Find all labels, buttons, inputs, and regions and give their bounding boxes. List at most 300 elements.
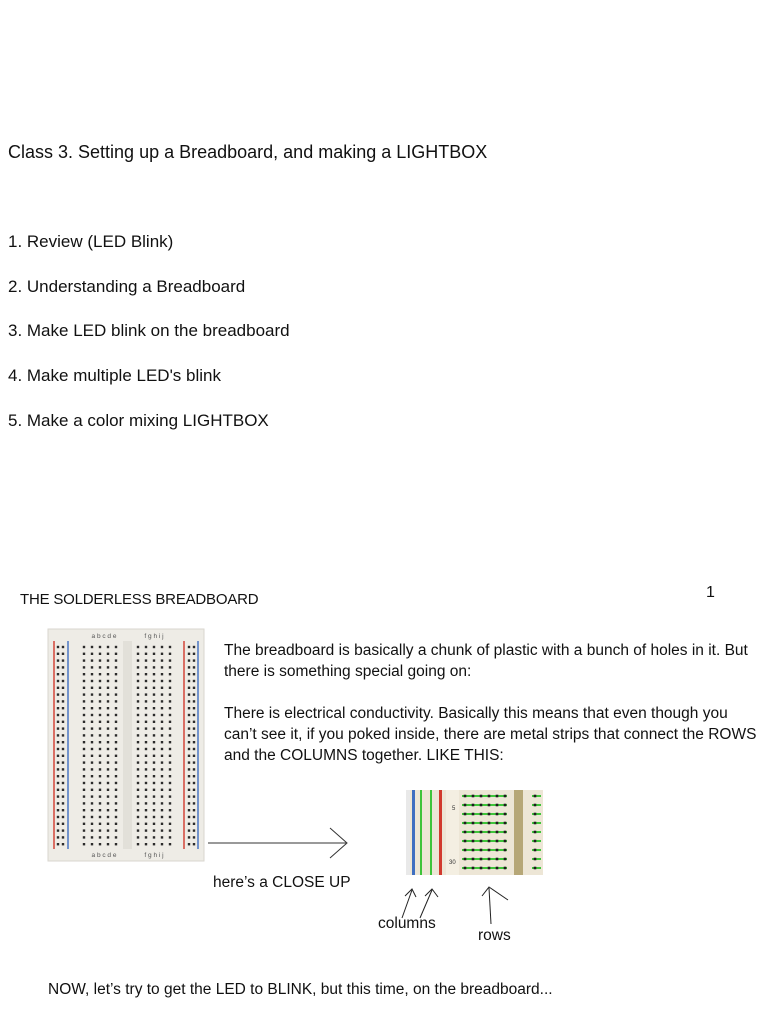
breadboard-hole (83, 775, 85, 777)
breadboard-hole (161, 789, 163, 791)
breadboard-hole (83, 659, 85, 661)
breadboard-hole (153, 687, 155, 689)
breadboard-hole (107, 673, 109, 675)
breadboard-hole (107, 782, 109, 784)
breadboard-hole (115, 775, 117, 777)
breadboard-hole (169, 829, 171, 831)
breadboard-hole (83, 761, 85, 763)
breadboard-hole (137, 700, 139, 702)
breadboard-hole (99, 700, 101, 702)
arrow-right-icon (208, 826, 350, 862)
closeup-hole (496, 849, 499, 852)
breadboard-hole (153, 748, 155, 750)
breadboard-hole (91, 748, 93, 750)
breadboard-hole (57, 795, 59, 797)
breadboard-hole (115, 680, 117, 682)
breadboard-hole (137, 795, 139, 797)
breadboard-hole (145, 687, 147, 689)
breadboard-hole (57, 646, 59, 648)
breadboard-hole (99, 714, 101, 716)
agenda-item-5: 5. Make a color mixing LIGHTBOX (8, 411, 269, 430)
breadboard-hole (115, 761, 117, 763)
breadboard-hole (193, 755, 195, 757)
breadboard-hole (62, 653, 64, 655)
breadboard-hole (137, 707, 139, 709)
breadboard-hole (161, 673, 163, 675)
breadboard-hole (83, 748, 85, 750)
breadboard-hole (153, 789, 155, 791)
breadboard-hole (137, 761, 139, 763)
breadboard-hole (169, 816, 171, 818)
breadboard-hole (153, 809, 155, 811)
breadboard-hole (83, 843, 85, 845)
breadboard-hole (99, 802, 101, 804)
closeup-hole (480, 840, 483, 843)
breadboard-hole (83, 795, 85, 797)
breadboard-hole (153, 761, 155, 763)
breadboard-hole (115, 659, 117, 661)
breadboard-hole (153, 693, 155, 695)
breadboard-hole (107, 829, 109, 831)
breadboard-hole (193, 680, 195, 682)
breadboard-hole (115, 802, 117, 804)
breadboard-hole (169, 809, 171, 811)
breadboard-hole (57, 755, 59, 757)
breadboard-hole (193, 802, 195, 804)
breadboard-hole (161, 646, 163, 648)
closeup-hole (472, 795, 475, 798)
breadboard-hole (107, 836, 109, 838)
breadboard-hole (193, 659, 195, 661)
breadboard-hole (91, 673, 93, 675)
breadboard-hole (137, 741, 139, 743)
breadboard-hole (107, 775, 109, 777)
breadboard-hole (193, 734, 195, 736)
breadboard-hole (62, 734, 64, 736)
breadboard-hole (137, 816, 139, 818)
breadboard-hole (115, 755, 117, 757)
breadboard-hole (193, 823, 195, 825)
breadboard-hole (115, 829, 117, 831)
breadboard-hole (115, 741, 117, 743)
breadboard-hole (145, 748, 147, 750)
breadboard-hole (91, 734, 93, 736)
breadboard-hole (83, 829, 85, 831)
breadboard-hole (62, 775, 64, 777)
breadboard-hole (188, 727, 190, 729)
breadboard-hole (161, 782, 163, 784)
breadboard-hole (62, 809, 64, 811)
breadboard-hole (57, 748, 59, 750)
breadboard-hole (99, 829, 101, 831)
closeup-hole (464, 867, 467, 870)
breadboard-hole (99, 748, 101, 750)
breadboard-hole (153, 666, 155, 668)
closeup-hole (472, 813, 475, 816)
breadboard-hole (161, 693, 163, 695)
breadboard-hole (188, 761, 190, 763)
breadboard-hole (107, 768, 109, 770)
breadboard-hole (91, 755, 93, 757)
breadboard-hole (145, 714, 147, 716)
breadboard-hole (145, 734, 147, 736)
breadboard-hole (57, 741, 59, 743)
breadboard-hole (91, 727, 93, 729)
breadboard-hole (137, 782, 139, 784)
breadboard-hole (83, 646, 85, 648)
breadboard-hole (62, 741, 64, 743)
breadboard-hole (161, 775, 163, 777)
breadboard-hole (153, 836, 155, 838)
breadboard-hole (169, 680, 171, 682)
breadboard-hole (57, 836, 59, 838)
breadboard-hole (115, 666, 117, 668)
breadboard-hole (188, 775, 190, 777)
breadboard-hole (169, 843, 171, 845)
closeup-hole (480, 858, 483, 861)
breadboard-hole (169, 659, 171, 661)
closeup-hole (488, 849, 491, 852)
breadboard-hole (107, 653, 109, 655)
breadboard-hole (91, 795, 93, 797)
breadboard-hole (169, 727, 171, 729)
breadboard-hole (153, 775, 155, 777)
breadboard-hole (137, 693, 139, 695)
breadboard-hole (153, 802, 155, 804)
breadboard-hole (188, 809, 190, 811)
closeup-hole (496, 831, 499, 834)
breadboard-hole (57, 659, 59, 661)
breadboard-hole (169, 741, 171, 743)
breadboard-hole (57, 816, 59, 818)
breadboard-hole (62, 843, 64, 845)
breadboard-hole (83, 823, 85, 825)
closeup-hole (534, 840, 537, 843)
page-title: Class 3. Setting up a Breadboard, and making a LIGHTBOX (8, 142, 488, 162)
breadboard-column-letters-right-bottom: f g h i j (144, 852, 164, 859)
breadboard-hole (57, 734, 59, 736)
breadboard-hole (115, 693, 117, 695)
breadboard-hole (62, 823, 64, 825)
breadboard-hole (137, 843, 139, 845)
breadboard-hole (137, 646, 139, 648)
breadboard-hole (193, 700, 195, 702)
breadboard-hole (83, 714, 85, 716)
breadboard-hole (62, 755, 64, 757)
breadboard-hole (188, 782, 190, 784)
closeup-hole (496, 858, 499, 861)
breadboard-hole (188, 836, 190, 838)
closeup-hole (480, 849, 483, 852)
breadboard-hole (169, 653, 171, 655)
breadboard-hole (107, 687, 109, 689)
breadboard-hole (145, 761, 147, 763)
breadboard-hole (115, 836, 117, 838)
breadboard-hole (153, 823, 155, 825)
breadboard-hole (107, 809, 109, 811)
closeup-hole (496, 795, 499, 798)
breadboard-hole (91, 659, 93, 661)
breadboard-hole (62, 707, 64, 709)
breadboard-hole (57, 673, 59, 675)
breadboard-hole (153, 653, 155, 655)
breadboard-hole (137, 823, 139, 825)
breadboard-hole (99, 673, 101, 675)
breadboard-hole (169, 802, 171, 804)
breadboard-hole (169, 734, 171, 736)
closeup-photo (406, 790, 543, 875)
breadboard-hole (169, 761, 171, 763)
breadboard-hole (91, 768, 93, 770)
breadboard-hole (193, 782, 195, 784)
breadboard-hole (161, 727, 163, 729)
breadboard-hole (153, 843, 155, 845)
breadboard-hole (83, 700, 85, 702)
breadboard-hole (57, 775, 59, 777)
agenda-item-4: 4. Make multiple LED's blink (8, 366, 221, 385)
breadboard-column-letters-right: f g h i j (144, 633, 164, 640)
breadboard-hole (62, 748, 64, 750)
breadboard-hole (145, 782, 147, 784)
breadboard-hole (57, 693, 59, 695)
breadboard-hole (137, 755, 139, 757)
breadboard-hole (107, 714, 109, 716)
breadboard-hole (99, 795, 101, 797)
closeup-hole (480, 867, 483, 870)
closeup-hole (504, 849, 507, 852)
breadboard-hole (137, 727, 139, 729)
breadboard-hole (153, 646, 155, 648)
breadboard-hole (169, 693, 171, 695)
closeup-hole (496, 840, 499, 843)
agenda-item-3: 3. Make LED blink on the breadboard (8, 321, 290, 340)
breadboard-hole (193, 653, 195, 655)
paragraph-conductivity: There is electrical conductivity. Basically this means that even though you can’t see it, if you poked inside, there are metal strips that connect the ROWS and the COLUMNS together. LIKE THIS: (224, 705, 757, 764)
breadboard-hole (188, 687, 190, 689)
breadboard-hole (115, 768, 117, 770)
breadboard-hole (107, 802, 109, 804)
breadboard-hole (62, 680, 64, 682)
breadboard-hole (145, 700, 147, 702)
breadboard-hole (99, 653, 101, 655)
closeup-hole (488, 813, 491, 816)
breadboard-hole (137, 768, 139, 770)
breadboard-hole (91, 809, 93, 811)
breadboard-hole (193, 707, 195, 709)
closeup-hole (464, 840, 467, 843)
breadboard-hole (91, 741, 93, 743)
breadboard-hole (193, 789, 195, 791)
breadboard-hole (188, 755, 190, 757)
breadboard-hole (145, 673, 147, 675)
breadboard-hole (161, 734, 163, 736)
breadboard-hole (57, 714, 59, 716)
breadboard-hole (169, 748, 171, 750)
breadboard-hole (62, 659, 64, 661)
breadboard-hole (145, 795, 147, 797)
breadboard-hole (62, 727, 64, 729)
breadboard-hole (153, 734, 155, 736)
breadboard-hole (153, 721, 155, 723)
breadboard-hole (188, 659, 190, 661)
breadboard-hole (188, 823, 190, 825)
breadboard-hole (107, 741, 109, 743)
breadboard-hole (188, 721, 190, 723)
breadboard-hole (161, 707, 163, 709)
agenda-item-2: 2. Understanding a Breadboard (8, 277, 246, 296)
breadboard-hole (137, 829, 139, 831)
closeup-hole (464, 804, 467, 807)
breadboard-hole (115, 673, 117, 675)
closeup-hole (472, 804, 475, 807)
closeup-hole (488, 795, 491, 798)
page-number: 1 (706, 584, 715, 601)
closeup-hole (464, 822, 467, 825)
breadboard-hole (99, 789, 101, 791)
closeup-hole (464, 858, 467, 861)
breadboard-hole (91, 816, 93, 818)
breadboard-hole (145, 823, 147, 825)
breadboard-hole (62, 646, 64, 648)
breadboard-hole (193, 673, 195, 675)
closeup-hole (504, 840, 507, 843)
breadboard-hole (137, 836, 139, 838)
breadboard-hole (57, 761, 59, 763)
breadboard-hole (62, 816, 64, 818)
breadboard-hole (115, 721, 117, 723)
breadboard-hole (193, 646, 195, 648)
breadboard-hole (107, 646, 109, 648)
breadboard-hole (145, 768, 147, 770)
breadboard-hole (115, 795, 117, 797)
breadboard-hole (145, 653, 147, 655)
closeup-hole (488, 858, 491, 861)
breadboard-hole (193, 693, 195, 695)
breadboard-hole (188, 653, 190, 655)
breadboard-hole (137, 789, 139, 791)
breadboard-hole (145, 741, 147, 743)
breadboard-hole (62, 714, 64, 716)
breadboard-hole (137, 680, 139, 682)
breadboard-hole (188, 693, 190, 695)
breadboard-hole (145, 666, 147, 668)
breadboard-hole (62, 829, 64, 831)
breadboard-hole (115, 687, 117, 689)
breadboard-hole (145, 836, 147, 838)
breadboard-hole (91, 789, 93, 791)
breadboard-hole (91, 802, 93, 804)
breadboard-hole (193, 775, 195, 777)
breadboard-hole (193, 727, 195, 729)
breadboard-hole (107, 843, 109, 845)
breadboard-photo (48, 629, 204, 861)
breadboard-hole (91, 680, 93, 682)
breadboard-hole (193, 721, 195, 723)
breadboard-hole (83, 721, 85, 723)
breadboard-hole (153, 680, 155, 682)
closeup-hole (488, 831, 491, 834)
breadboard-hole (145, 721, 147, 723)
closeup-hole (504, 858, 507, 861)
breadboard-hole (145, 659, 147, 661)
breadboard-hole (107, 680, 109, 682)
breadboard-hole (57, 768, 59, 770)
breadboard-hole (99, 755, 101, 757)
breadboard-hole (62, 761, 64, 763)
rows-arrow-icon (482, 884, 512, 928)
breadboard-hole (115, 816, 117, 818)
closeup-row-mark-5: 5 (452, 806, 456, 812)
breadboard-hole (83, 789, 85, 791)
breadboard-hole (91, 687, 93, 689)
breadboard-hole (99, 687, 101, 689)
breadboard-hole (107, 755, 109, 757)
breadboard-hole (115, 646, 117, 648)
breadboard-hole (62, 802, 64, 804)
breadboard-hole (161, 721, 163, 723)
breadboard-hole (161, 843, 163, 845)
closeup-hole (480, 813, 483, 816)
breadboard-hole (188, 843, 190, 845)
closeup-hole (472, 849, 475, 852)
breadboard-hole (137, 653, 139, 655)
breadboard-hole (161, 809, 163, 811)
breadboard-hole (161, 795, 163, 797)
breadboard-hole (188, 646, 190, 648)
breadboard-hole (99, 741, 101, 743)
breadboard-hole (91, 843, 93, 845)
breadboard-hole (137, 721, 139, 723)
breadboard-hole (169, 673, 171, 675)
closeup-hole (480, 804, 483, 807)
breadboard-hole (145, 789, 147, 791)
breadboard-hole (57, 802, 59, 804)
breadboard-hole (145, 680, 147, 682)
breadboard-hole (83, 693, 85, 695)
breadboard-hole (169, 789, 171, 791)
breadboard-hole (161, 748, 163, 750)
breadboard-hole (153, 673, 155, 675)
breadboard-hole (57, 653, 59, 655)
breadboard-hole (107, 816, 109, 818)
breadboard-hole (193, 843, 195, 845)
breadboard-hole (161, 659, 163, 661)
breadboard-hole (62, 795, 64, 797)
breadboard-hole (193, 836, 195, 838)
closeup-hole (504, 867, 507, 870)
breadboard-hole (169, 768, 171, 770)
breadboard-hole (99, 768, 101, 770)
breadboard-hole (145, 809, 147, 811)
breadboard-hole (83, 653, 85, 655)
breadboard-hole (161, 768, 163, 770)
breadboard-hole (107, 789, 109, 791)
breadboard-hole (62, 673, 64, 675)
breadboard-hole (91, 714, 93, 716)
breadboard-hole (169, 836, 171, 838)
breadboard-hole (91, 782, 93, 784)
breadboard-hole (62, 836, 64, 838)
breadboard-hole (193, 829, 195, 831)
breadboard-hole (57, 809, 59, 811)
breadboard-hole (161, 802, 163, 804)
breadboard-hole (107, 795, 109, 797)
closeup-hole (504, 804, 507, 807)
breadboard-hole (57, 707, 59, 709)
breadboard-hole (193, 666, 195, 668)
breadboard-hole (62, 721, 64, 723)
breadboard-hole (169, 755, 171, 757)
